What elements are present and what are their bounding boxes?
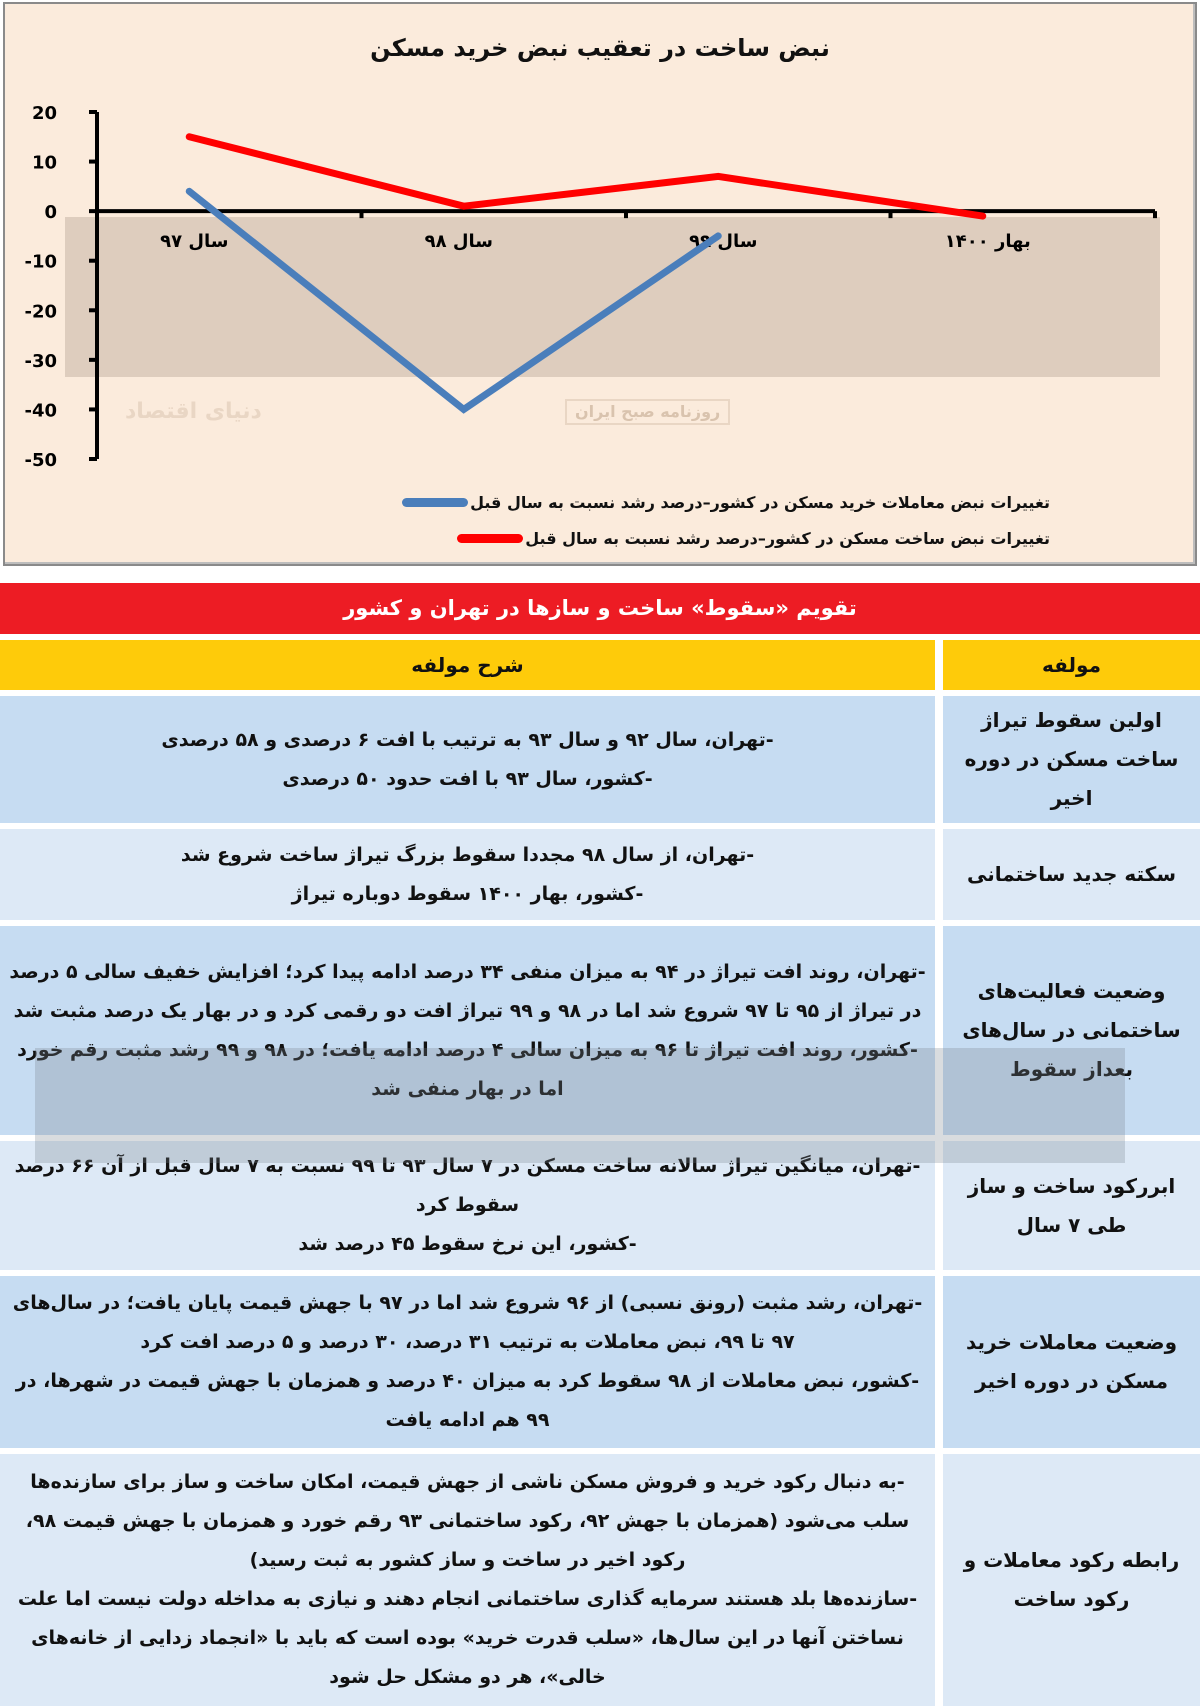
y-tick-label: -50 [24,450,57,471]
row-5-line-1: -تهران، رشد مثبت (رونق نسبی) از ۹۶ شروع شد اما در ۹۷ با جهش قیمت پایان یافت؛ در سال‌های ۹۷ تا ۹۹، نبض معاملات به ترتیب ۳۱ درصد، ۳۰ درصد و ۵ درصد افت کرد [12,1292,923,1353]
legend-swatch-blue [402,498,468,507]
row-5-line-2: -کشور، نبض معاملات از ۹۸ سقوط کرد به میزان ۴۰ درصد و همزمان با جهش قیمت در شهرها، در ۹۹ هم ادامه یافت [15,1370,920,1431]
header-component: مولفه [943,640,1200,690]
table-row-3-description [0,926,935,1135]
y-tick-label: -10 [24,251,57,273]
table-row-5-description [0,1276,935,1448]
row-1-line-1: -تهران، سال ۹۲ و سال ۹۳ به ترتیب با افت ۶ درصدی و ۵۸ درصدی [161,728,774,751]
y-tick-label: -20 [24,301,57,323]
row-6-line-2: -سازنده‌ها بلد هستند سرمایه گذاری ساختمانی انجام دهند و نیازی به مداخله دولت نیست اما علت نساختن آنها در این سال‌ها، «سلب قدرت خرید» بوده است که باید با «انجماد زدایی از خانه‌های خالی»، هر دو مشکل حل شود [17,1588,918,1688]
y-tick-label: 0 [44,202,57,224]
x-tick-label: سال ۹۷ [160,231,229,253]
legend-label-transactions: تغییرات نبض معاملات خرید مسکن در کشور–درصد رشد نسبت به سال قبل [470,492,1050,512]
table-row-5-component: وضعیت معاملات خرید مسکن در دوره اخیر [943,1276,1200,1448]
row-2-line-2: -کشور، بهار ۱۴۰۰ سقوط دوباره تیراژ [291,882,644,905]
table-row-4-component: ابررکود ساخت و ساز طی ۷ سال [943,1141,1200,1270]
table-row-2-component: سکته جدید ساختمانی [943,829,1200,920]
y-tick-label: 10 [31,152,57,174]
table-row-1-description [0,696,935,823]
watermark-brand: دنیای اقتصاد [125,399,262,424]
y-tick-label: 20 [31,103,57,124]
legend-item-construction [200,520,1050,556]
row-6-line-1: -به دنبال رکود خرید و فروش مسکن ناشی از جهش قیمت، امکان ساخت و ساز برای سازنده‌ها سلب می‌شود (همزمان با جهش ۹۲، رکود ساختمانی ۹۳ رقم خورد و همزمان با جهش قیمت ۹۸، رکود اخیر در ساخت و ساز کشور به ثبت رسید) [25,1471,910,1571]
row-3-line-2: -کشور، روند افت تیراژ تا ۹۶ به میزان سالی ۴ درصد ادامه یافت؛ در ۹۸ و ۹۹ رشد مثبت رقم خورد اما در بهار منفی شد [17,1038,918,1100]
table-row-3-component: وضعیت فعالیت‌های ساختمانی در سال‌های بعداز سقوط [943,926,1200,1135]
table-row-2-description [0,829,935,920]
legend-item-transactions [200,484,1050,520]
row-3-line-1: -تهران، روند افت تیراژ در ۹۴ به میزان منفی ۳۴ درصد ادامه پیدا کرد؛ افزایش خفیف سالی ۵ درصد در تیراژ از ۹۵ تا ۹۷ شروع شد اما در ۹۸ و ۹۹ تیراژ افت دو رقمی کرد و در بهار یک درصد مثبت شد [9,960,926,1022]
legend-swatch-red [457,534,523,543]
row-2-line-1: -تهران، از سال ۹۸ مجددا سقوط بزرگ تیراژ ساخت شروع شد [180,843,755,866]
x-tick-label: بهار ۱۴۰۰ [944,231,1031,253]
chart-title: نبض ساخت در تعقیب نبض خرید مسکن [370,34,830,62]
table-row-6-description [0,1454,935,1706]
row-1-line-2: -کشور، سال ۹۳ با افت حدود ۵۰ درصدی [282,767,653,790]
table-row-4-description [0,1141,935,1270]
header-description: شرح مولفه [0,640,935,690]
table-row-6-component: رابطه رکود معاملات و رکود ساخت [943,1454,1200,1706]
y-tick-label: -40 [24,400,57,422]
y-tick-label: -30 [24,350,57,372]
chart-legend [200,484,1050,556]
row-4-line-1: -تهران، میانگین تیراژ سالانه ساخت مسکن در ۷ سال ۹۳ تا ۹۹ نسبت به ۷ سال قبل از آن ۶۶ درصد سقوط کرد [14,1155,921,1216]
x-tick-label: سال ۹۹ [689,231,758,253]
legend-label-construction: تغییرات نبض ساخت مسکن در کشور–درصد رشد نسبت به سال قبل [525,528,1050,548]
table-row-1-component: اولین سقوط تیراژ ساخت مسکن در دوره اخیر [943,696,1200,823]
x-tick-label: سال ۹۸ [424,231,493,253]
row-4-line-2: -کشور، این نرخ سقوط ۴۵ درصد شد [298,1233,637,1255]
series-line-construction [189,137,983,216]
table-banner: تقویم «سقوط» ساخت و سازها در تهران و کشور [0,583,1200,634]
watermark-stamp: روزنامه صبح ایران [565,399,730,425]
chart-panel [3,2,1197,566]
series-line-transactions [189,191,718,409]
